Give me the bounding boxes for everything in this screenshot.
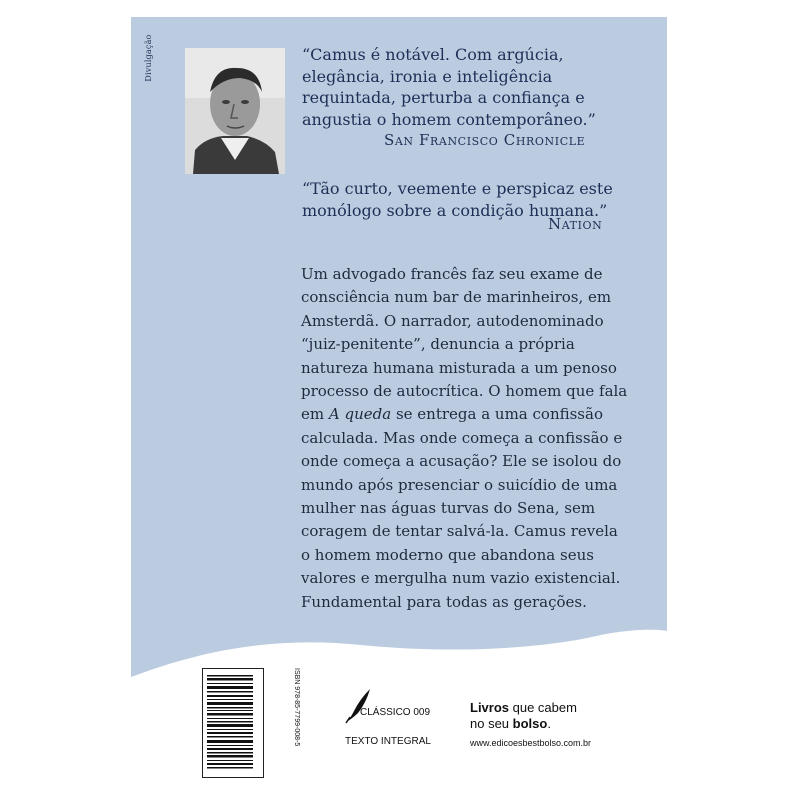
synopsis	[301, 263, 631, 614]
slogan-line-2	[470, 716, 577, 732]
slogan-word: Livros	[470, 700, 510, 715]
synopsis-line: consciência num bar de marinheiros, em	[301, 288, 612, 307]
synopsis-line: calculada. Mas onde começa a confissão e	[301, 428, 623, 447]
synopsis-line: coragem de tentar salvá-la. Camus revela	[301, 522, 618, 541]
synopsis-text: em	[301, 405, 329, 424]
synopsis-line: onde começa a acusação? Ele se isolou do	[301, 452, 622, 471]
synopsis-line: processo de autocrítica. O homem que fala	[301, 382, 628, 401]
quote-2-line: monólogo sobre a condição humana.”	[302, 200, 608, 220]
quote-1-line: requintada, perturba a confiança e	[302, 88, 585, 107]
synopsis-line: o homem moderno que abandona seus	[301, 545, 594, 564]
publisher-website[interactable]: www.edicoesbestbolso.com.br	[470, 738, 592, 748]
quote-1-line: elegância, ironia e inteligência	[302, 66, 553, 86]
photo-credit: Divulgação	[144, 34, 153, 82]
synopsis-line: Fundamental para todas as gerações.	[301, 592, 587, 611]
publisher-slogan	[470, 700, 577, 732]
barcode	[202, 668, 264, 778]
isbn-number: ISBN 978-85-7799-008-5	[293, 668, 300, 747]
quote-1-line: angustia o homem contemporâneo.”	[302, 109, 596, 129]
slogan-word: no seu	[470, 716, 513, 731]
book-title: A queda	[328, 405, 392, 424]
slogan-line-1	[470, 700, 577, 716]
slogan-word: que cabem	[509, 700, 577, 715]
synopsis-text: se entrega a uma confissão	[391, 405, 603, 424]
synopsis-line: valores e mergulha num vazio existencial.	[301, 569, 621, 588]
synopsis-line	[301, 403, 631, 426]
quote-2-source: Nation	[548, 215, 603, 233]
slogan-word: bolso	[512, 716, 548, 731]
quill-pen-icon	[340, 685, 380, 725]
slogan-word: .	[547, 716, 551, 731]
author-photo	[185, 48, 285, 174]
synopsis-line: “juiz-penitente”, denuncia a própria	[301, 335, 575, 354]
quote-1-line: “Camus é notável. Com argúcia,	[302, 45, 564, 64]
quote-2-line: “Tão curto, veemente e perspicaz este	[302, 179, 613, 198]
synopsis-line: Um advogado francês faz seu exame de	[301, 265, 603, 283]
synopsis-line: mundo após presenciar o suicídio de uma	[301, 475, 618, 494]
quote-1-source: San Francisco Chronicle	[384, 131, 586, 149]
synopsis-line: natureza humana misturada a um penoso	[301, 358, 617, 377]
edition-label: TEXTO INTEGRAL	[345, 736, 431, 747]
quote-1	[302, 44, 642, 130]
collection-label: CLÁSSICO 009	[360, 707, 431, 718]
synopsis-line: Amsterdã. O narrador, autodenominado	[301, 311, 604, 330]
synopsis-line: mulher nas águas turvas do Sena, sem	[301, 499, 596, 518]
